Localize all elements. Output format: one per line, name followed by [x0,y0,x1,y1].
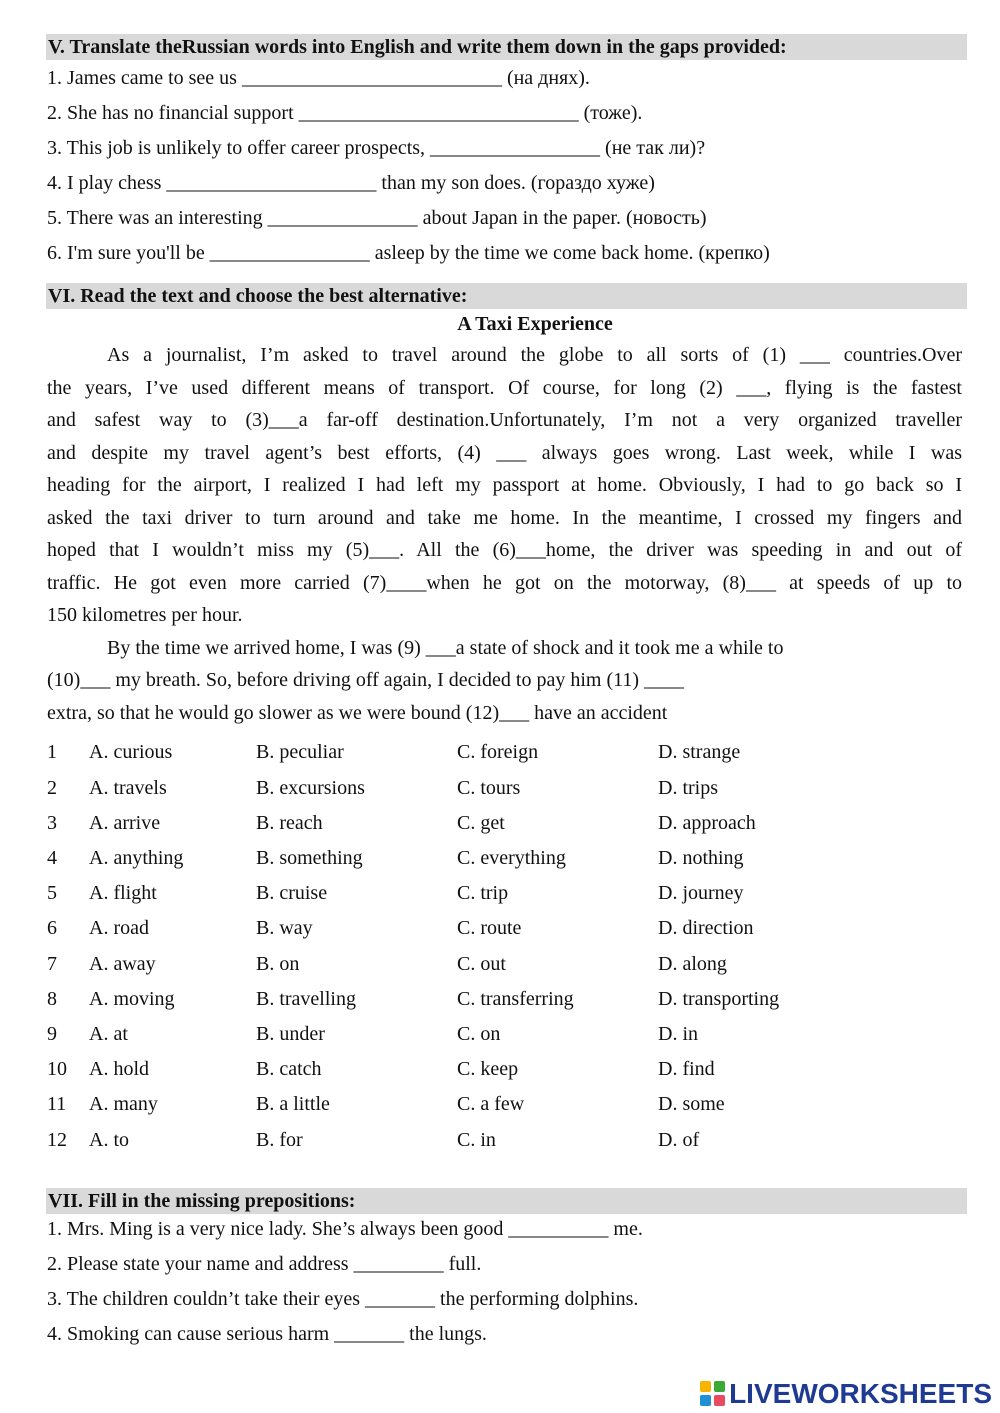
option-number: 8 [47,988,57,1010]
paragraph-1-line: 150 kilometres per hour. [47,604,243,626]
logo-grid-icon [700,1381,726,1407]
option-a: A. arrive [89,812,161,834]
option-row [47,845,947,871]
section-6-heading: VI. Read the text and choose the best alternative: [46,283,967,309]
option-b: B. reach [256,812,323,834]
option-a: A. curious [89,741,173,763]
option-number: 3 [47,812,57,834]
paragraph-1-line: traffic. He got even more carried (7)____when he got on the motorway, (8)___ at speeds of up to [47,572,962,594]
option-d: D. in [658,1023,698,1045]
option-number: 5 [47,882,57,904]
option-number: 6 [47,917,57,939]
option-d: D. find [658,1058,715,1080]
option-row [47,1021,947,1047]
option-b: B. cruise [256,882,328,904]
section-5-item-5: 5. There was an interesting _______________ about Japan in the paper. (новость) [47,207,707,229]
option-d: D. direction [658,917,754,939]
option-d: D. nothing [658,847,744,869]
option-b: B. travelling [256,988,356,1010]
section-7-item-4: 4. Smoking can cause serious harm _______ the lungs. [47,1323,487,1345]
option-d: D. trips [658,777,718,799]
option-a: A. many [89,1093,158,1115]
option-a: A. at [89,1023,128,1045]
option-c: C. a few [457,1093,525,1115]
option-row [47,951,947,977]
option-b: B. a little [256,1093,330,1115]
option-number: 1 [47,741,57,763]
paragraph-2-line: By the time we arrived home, I was (9) ___a state of shock and it took me a while to [107,637,784,659]
option-a: A. away [89,953,156,975]
option-row [47,775,947,801]
logo-text: LIVEWORKSHEETS [729,1378,992,1409]
option-a: A. anything [89,847,184,869]
option-a: A. travels [89,777,167,799]
option-b: B. something [256,847,363,869]
text-title: A Taxi Experience [457,313,613,335]
section-5-item-6: 6. I'm sure you'll be ________________ asleep by the time we come back home. (крепко) [47,242,770,264]
option-c: C. tours [457,777,521,799]
option-number: 11 [47,1093,67,1115]
option-d: D. along [658,953,727,975]
option-row [47,1127,947,1153]
liveworksheets-logo[interactable] [700,1378,992,1410]
paragraph-1-line: hoped that I wouldn’t miss my (5)___. All the (6)___home, the driver was speeding in and out of [47,539,962,561]
option-c: C. transferring [457,988,574,1010]
option-c: C. trip [457,882,509,904]
option-number: 7 [47,953,57,975]
option-c: C. keep [457,1058,519,1080]
option-b: B. for [256,1129,303,1151]
option-d: D. of [658,1129,700,1151]
option-row [47,880,947,906]
section-5-item-3: 3. This job is unlikely to offer career prospects, _________________ (не так ли)? [47,137,706,159]
option-row [47,810,947,836]
option-row [47,1056,947,1082]
option-d: D. strange [658,741,741,763]
option-b: B. peculiar [256,741,344,763]
section-5-item-1: 1. James came to see us __________________________ (на днях). [47,67,590,89]
section-5-heading: V. Translate theRussian words into English and write them down in the gaps provided: [46,34,967,60]
paragraph-1-line: and despite my travel agent’s best efforts, (4) ___ always goes wrong. Last week, while I was [47,442,962,464]
option-d: D. journey [658,882,744,904]
section-5-item-2: 2. She has no financial support ____________________________ (тоже). [47,102,643,124]
option-row [47,1091,947,1117]
option-a: A. flight [89,882,157,904]
option-c: C. get [457,812,505,834]
option-d: D. transporting [658,988,780,1010]
section-7-item-1: 1. Mrs. Ming is a very nice lady. She’s always been good __________ me. [47,1218,643,1240]
paragraph-2-line: extra, so that he would go slower as we were bound (12)___ have an accident [47,702,668,724]
option-c: C. on [457,1023,501,1045]
paragraph-1-line: As a journalist, I’m asked to travel around the globe to all sorts of (1) ___ countries.Over [107,344,962,366]
paragraph-1-line: the years, I’ve used different means of transport. Of course, for long (2) ___, flying is the fastest [47,377,962,399]
option-row [47,739,947,765]
section-7-heading: VII. Fill in the missing prepositions: [46,1188,967,1214]
option-d: D. approach [658,812,756,834]
section-7-item-3: 3. The children couldn’t take their eyes _______ the performing dolphins. [47,1288,639,1310]
option-a: A. to [89,1129,129,1151]
option-c: C. out [457,953,506,975]
option-d: D. some [658,1093,725,1115]
option-number: 2 [47,777,57,799]
option-row [47,986,947,1012]
section-5-item-4: 4. I play chess _____________________ than my son does. (гораздо хуже) [47,172,655,194]
option-a: A. moving [89,988,175,1010]
option-row [47,915,947,941]
option-b: B. under [256,1023,325,1045]
option-a: A. hold [89,1058,149,1080]
paragraph-1-line: asked the taxi driver to turn around and take me home. In the meantime, I crossed my fingers and [47,507,962,529]
section-7-item-2: 2. Please state your name and address _________ full. [47,1253,482,1275]
option-b: B. catch [256,1058,322,1080]
option-c: C. in [457,1129,496,1151]
option-number: 12 [47,1129,67,1151]
paragraph-1-line: heading for the airport, I realized I had left my passport at home. Obviously, I had to go back so I [47,474,962,496]
option-c: C. route [457,917,522,939]
option-b: B. excursions [256,777,365,799]
paragraph-1-line: and safest way to (3)___a far-off destination.Unfortunately, I’m not a very organized traveller [47,409,962,431]
option-b: B. way [256,917,313,939]
option-number: 9 [47,1023,57,1045]
option-c: C. everything [457,847,566,869]
option-number: 10 [47,1058,67,1080]
paragraph-2-line: (10)___ my breath. So, before driving off again, I decided to pay him (11) ____ [47,669,685,691]
option-b: B. on [256,953,300,975]
option-c: C. foreign [457,741,539,763]
option-number: 4 [47,847,57,869]
option-a: A. road [89,917,149,939]
